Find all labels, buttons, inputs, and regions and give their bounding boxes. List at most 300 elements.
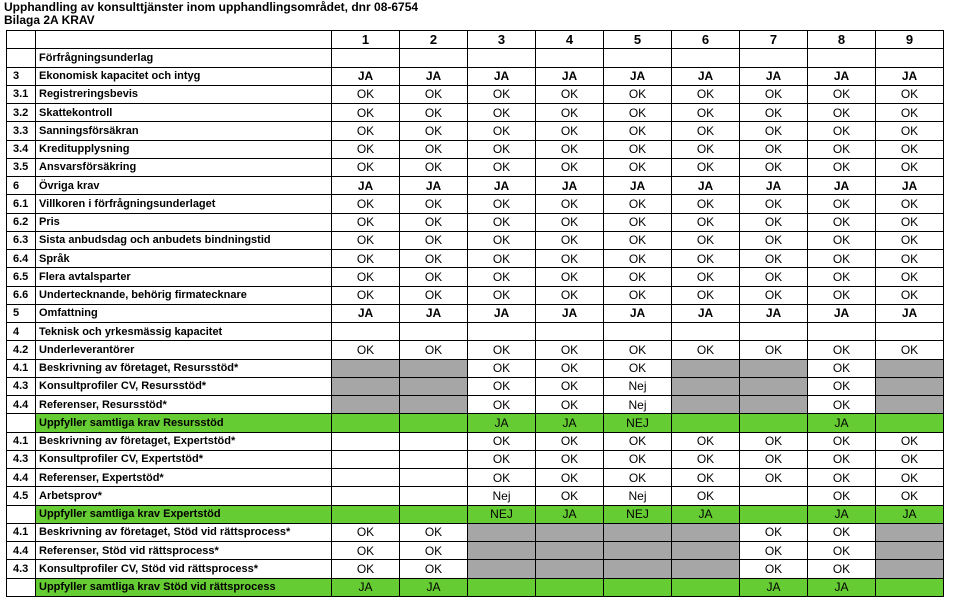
value-cell: OK [332,85,400,103]
not-applicable-cell [536,523,604,541]
empty-cell [7,31,36,49]
table-row [7,542,944,560]
value-cell: OK [400,250,468,268]
not-applicable-cell [536,560,604,578]
value-cell: OK [808,85,876,103]
value-cell [400,505,468,523]
not-applicable-cell [876,542,944,560]
value-cell: OK [604,469,672,487]
value-cell: JA [400,578,468,596]
row-number: 6.2 [7,213,36,231]
value-cell: OK [604,195,672,213]
value-cell: JA [468,177,536,195]
column-header-row [7,31,944,49]
empty-cell [7,49,36,67]
value-cell: OK [740,560,808,578]
column-number: 6 [672,31,740,49]
value-cell: OK [672,268,740,286]
value-cell: OK [332,213,400,231]
value-cell [876,414,944,432]
value-cell: JA [672,505,740,523]
value-cell: OK [808,122,876,140]
value-cell [468,323,536,341]
value-cell [740,414,808,432]
value-cell [332,450,400,468]
not-applicable-cell [672,523,740,541]
not-applicable-cell [400,377,468,395]
value-cell: OK [740,158,808,176]
value-cell: JA [740,67,808,85]
value-cell [604,578,672,596]
value-cell: OK [536,85,604,103]
value-cell: OK [400,560,468,578]
value-cell: OK [740,231,808,249]
value-cell: JA [672,304,740,322]
table-row [7,432,944,450]
value-cell: OK [468,250,536,268]
row-number: 6.3 [7,231,36,249]
value-cell [740,505,808,523]
value-cell: OK [672,450,740,468]
not-applicable-cell [604,523,672,541]
value-cell: JA [400,67,468,85]
value-cell: OK [468,104,536,122]
row-label: Konsultprofiler CV, Expertstöd* [36,450,332,468]
value-cell [332,414,400,432]
value-cell: JA [740,177,808,195]
row-number [7,505,36,523]
row-number: 3.1 [7,85,36,103]
value-cell: JA [536,414,604,432]
value-cell: OK [876,286,944,304]
section-label: Förfrågningsunderlag [36,49,332,67]
value-cell: OK [672,469,740,487]
row-number [7,414,36,432]
value-cell: OK [672,432,740,450]
value-cell [876,323,944,341]
not-applicable-cell [604,542,672,560]
value-cell: OK [468,286,536,304]
not-applicable-cell [672,396,740,414]
value-cell: OK [876,341,944,359]
not-applicable-cell [536,542,604,560]
value-cell: OK [740,195,808,213]
value-cell: OK [536,487,604,505]
table-row [7,286,944,304]
value-cell [876,578,944,596]
row-number: 3.2 [7,104,36,122]
row-number: 3.3 [7,122,36,140]
value-cell: OK [468,432,536,450]
table-row [7,487,944,505]
value-cell [332,323,400,341]
row-label: Flera avtalsparter [36,268,332,286]
value-cell [740,487,808,505]
not-applicable-cell [400,359,468,377]
value-cell: OK [604,122,672,140]
value-cell: OK [604,213,672,231]
value-cell: JA [740,578,808,596]
table-row [7,268,944,286]
value-cell: OK [332,140,400,158]
row-number: 4.3 [7,560,36,578]
table-row [7,213,944,231]
not-applicable-cell [876,560,944,578]
value-cell [400,487,468,505]
row-number [7,578,36,596]
value-cell: OK [740,450,808,468]
summary-row [7,578,944,596]
column-number: 9 [876,31,944,49]
value-cell: NEJ [468,505,536,523]
value-cell: OK [604,341,672,359]
not-applicable-cell [876,523,944,541]
row-label: Uppfyller samtliga krav Stöd vid rättsprocess [36,578,332,596]
value-cell: OK [808,104,876,122]
table-row [7,104,944,122]
row-label: Övriga krav [36,177,332,195]
table-row [7,396,944,414]
value-cell: OK [468,231,536,249]
value-cell [672,323,740,341]
table-row [7,140,944,158]
value-cell: JA [876,177,944,195]
row-label: Referenser, Expertstöd* [36,469,332,487]
value-cell: OK [740,542,808,560]
not-applicable-cell [332,396,400,414]
value-cell: NEJ [604,414,672,432]
value-cell: OK [876,450,944,468]
value-cell: OK [808,542,876,560]
value-cell: OK [672,140,740,158]
value-cell: OK [468,140,536,158]
value-cell: JA [332,177,400,195]
value-cell: OK [604,450,672,468]
value-cell: Nej [468,487,536,505]
value-cell: OK [400,213,468,231]
table-row [7,560,944,578]
value-cell [604,323,672,341]
column-number: 3 [468,31,536,49]
row-label: Beskrivning av företaget, Stöd vid rättsprocess* [36,523,332,541]
value-cell: OK [672,195,740,213]
value-cell: OK [536,469,604,487]
value-cell: JA [808,304,876,322]
row-label: Ekonomisk kapacitet och intyg [36,67,332,85]
value-cell: OK [740,268,808,286]
value-cell: OK [536,341,604,359]
row-number: 4.3 [7,377,36,395]
value-cell: OK [400,268,468,286]
value-cell: OK [740,85,808,103]
value-cell: JA [400,304,468,322]
column-number: 5 [604,31,672,49]
value-cell: OK [400,523,468,541]
not-applicable-cell [672,377,740,395]
value-cell: OK [672,213,740,231]
row-label: Underleverantörer [36,341,332,359]
value-cell [672,578,740,596]
not-applicable-cell [604,560,672,578]
empty-cell [536,49,604,67]
not-applicable-cell [740,396,808,414]
value-cell: OK [332,560,400,578]
value-cell: OK [876,104,944,122]
value-cell: OK [740,432,808,450]
value-cell: OK [808,231,876,249]
row-number: 4.1 [7,432,36,450]
value-cell [332,487,400,505]
value-cell: OK [536,268,604,286]
value-cell: OK [468,268,536,286]
value-cell: JA [332,304,400,322]
value-cell: OK [808,450,876,468]
value-cell: OK [468,396,536,414]
value-cell: OK [808,250,876,268]
value-cell: JA [332,67,400,85]
value-cell: JA [876,304,944,322]
value-cell: OK [740,286,808,304]
value-cell: OK [400,542,468,560]
row-number: 3 [7,67,36,85]
value-cell: OK [468,450,536,468]
value-cell: OK [400,85,468,103]
row-number: 4.1 [7,359,36,377]
not-applicable-cell [332,359,400,377]
row-label: Omfattning [36,304,332,322]
empty-cell [604,49,672,67]
value-cell: Nej [604,487,672,505]
value-cell: OK [808,396,876,414]
not-applicable-cell [468,542,536,560]
row-number: 4.4 [7,396,36,414]
column-number: 1 [332,31,400,49]
empty-cell [468,49,536,67]
value-cell: JA [672,67,740,85]
value-cell: OK [536,359,604,377]
value-cell: OK [672,286,740,304]
row-number: 4.4 [7,469,36,487]
value-cell: JA [468,67,536,85]
value-cell: OK [740,341,808,359]
row-label: Skattekontroll [36,104,332,122]
value-cell: OK [604,85,672,103]
value-cell: OK [468,85,536,103]
row-number: 6.6 [7,286,36,304]
value-cell: JA [536,304,604,322]
value-cell: OK [536,158,604,176]
value-cell: OK [808,140,876,158]
row-label: Konsultprofiler CV, Resursstöd* [36,377,332,395]
row-label: Pris [36,213,332,231]
value-cell: OK [536,450,604,468]
value-cell: OK [468,359,536,377]
row-number: 6 [7,177,36,195]
value-cell: OK [808,523,876,541]
table-row [7,323,944,341]
table-row [7,523,944,541]
value-cell: JA [536,177,604,195]
row-label: Teknisk och yrkesmässig kapacitet [36,323,332,341]
value-cell: JA [808,578,876,596]
not-applicable-cell [468,560,536,578]
value-cell: OK [536,195,604,213]
value-cell: OK [400,140,468,158]
value-cell: OK [400,231,468,249]
value-cell: JA [876,505,944,523]
value-cell: OK [740,213,808,231]
value-cell: OK [672,341,740,359]
summary-row [7,505,944,523]
value-cell: OK [876,213,944,231]
row-number: 3.4 [7,140,36,158]
value-cell [332,469,400,487]
value-cell: OK [740,523,808,541]
value-cell: JA [536,505,604,523]
value-cell: OK [808,213,876,231]
value-cell [536,323,604,341]
value-cell: OK [332,523,400,541]
value-cell: JA [808,67,876,85]
value-cell: OK [536,213,604,231]
value-cell: OK [604,158,672,176]
value-cell: OK [876,432,944,450]
value-cell: OK [536,377,604,395]
row-label: Villkoren i förfrågningsunderlaget [36,195,332,213]
row-number: 6.4 [7,250,36,268]
value-cell [400,432,468,450]
value-cell: OK [536,432,604,450]
value-cell: JA [332,578,400,596]
value-cell: OK [808,487,876,505]
value-cell: OK [332,268,400,286]
value-cell: OK [400,158,468,176]
value-cell: OK [672,85,740,103]
empty-cell [808,49,876,67]
value-cell: OK [468,341,536,359]
value-cell: JA [672,177,740,195]
table-row [7,195,944,213]
not-applicable-cell [672,560,740,578]
table-row [7,250,944,268]
value-cell: OK [604,268,672,286]
value-cell: OK [536,104,604,122]
value-cell [400,469,468,487]
value-cell: OK [604,432,672,450]
empty-cell [672,49,740,67]
value-cell: Nej [604,377,672,395]
value-cell: OK [876,487,944,505]
value-cell: JA [536,67,604,85]
row-label: Språk [36,250,332,268]
value-cell: JA [604,67,672,85]
row-label: Referenser, Resursstöd* [36,396,332,414]
value-cell [672,414,740,432]
value-cell: OK [468,213,536,231]
not-applicable-cell [740,377,808,395]
value-cell: OK [740,469,808,487]
value-cell: OK [604,231,672,249]
value-cell: OK [332,542,400,560]
value-cell: OK [876,158,944,176]
column-number: 4 [536,31,604,49]
summary-row [7,414,944,432]
not-applicable-cell [740,359,808,377]
row-label: Beskrivning av företaget, Resursstöd* [36,359,332,377]
value-cell: OK [332,341,400,359]
value-cell: OK [536,286,604,304]
section-row [7,49,944,67]
row-number: 4.2 [7,341,36,359]
row-label: Registreringsbevis [36,85,332,103]
row-label: Sista anbudsdag och anbudets bindningstid [36,231,332,249]
value-cell [400,414,468,432]
row-number: 5 [7,304,36,322]
value-cell: JA [468,304,536,322]
value-cell: JA [740,304,808,322]
row-label: Uppfyller samtliga krav Expertstöd [36,505,332,523]
value-cell [400,323,468,341]
value-cell [468,578,536,596]
value-cell: OK [808,158,876,176]
value-cell: OK [876,122,944,140]
value-cell: OK [332,231,400,249]
value-cell: OK [740,250,808,268]
value-cell: JA [400,177,468,195]
document-subtitle: Bilaga 2A KRAV [4,13,95,27]
empty-cell [740,49,808,67]
value-cell: OK [808,560,876,578]
value-cell: OK [740,104,808,122]
value-cell: OK [400,341,468,359]
value-cell: OK [400,104,468,122]
row-label: Arbetsprov* [36,487,332,505]
value-cell: OK [536,140,604,158]
value-cell: OK [672,487,740,505]
row-label: Konsultprofiler CV, Stöd vid rättsprocess* [36,560,332,578]
empty-cell [876,49,944,67]
row-number: 3.5 [7,158,36,176]
not-applicable-cell [876,359,944,377]
value-cell: OK [672,250,740,268]
value-cell: JA [808,177,876,195]
row-number: 6.5 [7,268,36,286]
not-applicable-cell [468,523,536,541]
value-cell: OK [808,268,876,286]
empty-cell [400,49,468,67]
row-number: 4.3 [7,450,36,468]
not-applicable-cell [876,377,944,395]
table-row [7,341,944,359]
table-row [7,231,944,249]
value-cell: Nej [604,396,672,414]
value-cell: OK [808,341,876,359]
value-cell: OK [808,195,876,213]
value-cell: OK [876,231,944,249]
value-cell: OK [536,231,604,249]
value-cell: OK [604,359,672,377]
table-row [7,377,944,395]
empty-cell [36,31,332,49]
value-cell: JA [604,177,672,195]
document-title: Upphandling av konsulttjänster inom upphandlingsområdet, dnr 08-6754 [4,0,419,14]
value-cell: OK [604,140,672,158]
value-cell: OK [468,195,536,213]
table-row [7,450,944,468]
value-cell: OK [332,195,400,213]
value-cell: OK [808,377,876,395]
not-applicable-cell [876,396,944,414]
